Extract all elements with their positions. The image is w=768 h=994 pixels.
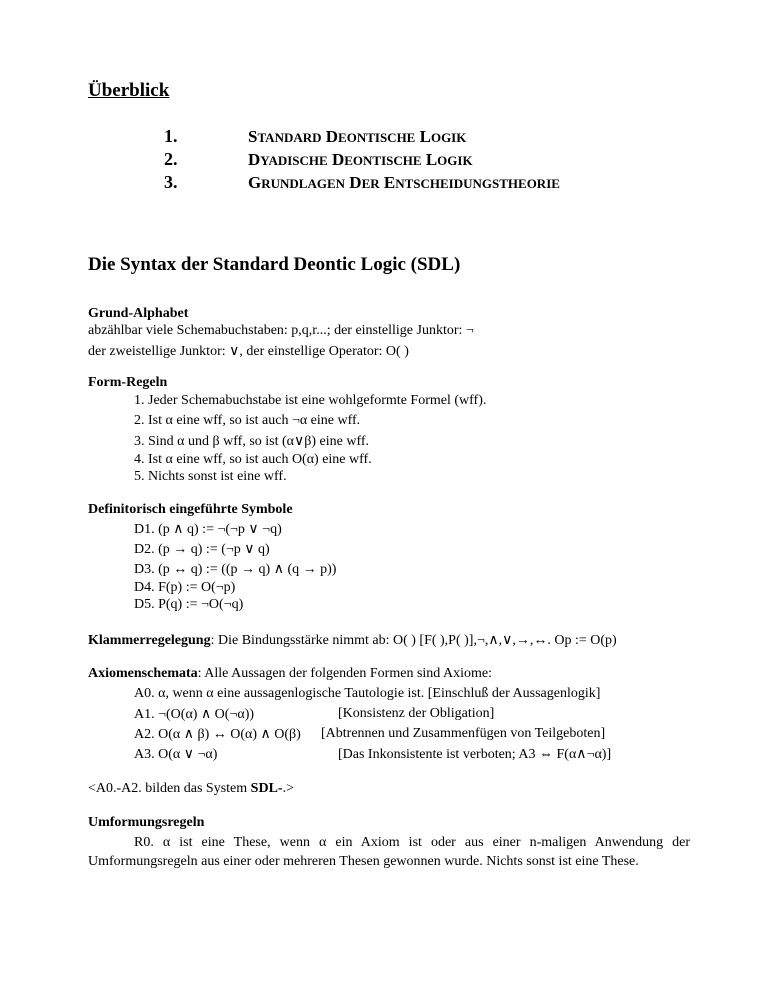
rule-item: 2. Ist α eine wff, so ist auch ¬α eine wff. — [134, 413, 361, 428]
toc-item-text: GRUNDLAGEN DER ENTSCHEIDUNGSTHEORIE — [248, 173, 560, 192]
definition-item: D4. F(p) := O(¬p) — [134, 580, 236, 595]
system-note-suffix: .> — [282, 781, 294, 796]
axiom-a1-formula: A1. ¬(O(α) ∧ O(¬α)) — [134, 707, 255, 722]
transform-heading: Umformungsregeln — [88, 815, 205, 830]
axiom-a0: A0. α, wenn α eine aussagenlogische Tautologie ist. [Einschluß der Aussagenlogik] — [134, 686, 601, 701]
definition-item: D1. (p ∧ q) := ¬(¬p ∨ ¬q) — [134, 522, 282, 537]
definition-item: D3. (p ↔ q) := ((p → q) ∧ (q → p)) — [134, 562, 337, 577]
axioms-text: : Alle Aussagen der folgenden Formen sind Axiome: — [197, 666, 493, 681]
bracket-rule-text: : Die Bindungsstärke nimmt ab: O( ) [F( ),P( )],¬,∧,∨,→,↔. Op := O(p) — [210, 633, 617, 648]
page-title: Überblick — [88, 80, 170, 101]
toc-item-text: DYADISCHE DEONTISCHE LOGIK — [248, 150, 473, 169]
toc-item-text: STANDARD DEONTISCHE LOGIK — [248, 127, 467, 146]
section-heading: Die Syntax der Standard Deontic Logic (SDL) — [88, 254, 461, 275]
alphabet-line-1: abzählbar viele Schemabuchstaben: p,q,r...; der einstellige Junktor: ¬ — [88, 323, 474, 338]
system-note-prefix: <A0.-A2. bilden das System — [88, 781, 251, 796]
toc-item — [248, 127, 466, 147]
rule-item: 5. Nichts sonst ist eine wff. — [134, 469, 287, 484]
rule-item: 4. Ist α eine wff, so ist auch O(α) eine wff. — [134, 452, 372, 467]
axiom-a3-comment: [Das Inkonsistente ist verboten; A3 ⇔ F(α∧¬α)] — [338, 747, 612, 762]
bracket-rule — [88, 632, 617, 649]
toc-number: 3. — [164, 172, 178, 192]
definition-item: D5. P(q) := ¬O(¬q) — [134, 597, 244, 612]
toc-item — [248, 150, 473, 170]
rule-item: 3. Sind α und β wff, so ist (α∨β) eine wff. — [134, 434, 370, 449]
rules-heading: Form-Regeln — [88, 375, 168, 390]
axiom-a3-formula: A3. O(α ∨ ¬α) — [134, 747, 218, 762]
transform-rule-r0 — [88, 833, 690, 871]
definitions-heading: Definitorisch eingeführte Symbole — [88, 502, 293, 517]
alphabet-heading: Grund-Alphabet — [88, 306, 189, 321]
alphabet-line-2: der zweistellige Junktor: ∨, der einstellige Operator: O( ) — [88, 344, 409, 359]
definition-item: D2. (p → q) := (¬p ∨ q) — [134, 542, 270, 557]
axioms-label: Axiomenschemata — [88, 666, 198, 681]
axiom-a1-comment: [Konsistenz der Obligation] — [338, 706, 495, 721]
toc-number: 1. — [164, 126, 178, 146]
bracket-rule-label: Klammerregelegung — [88, 633, 211, 648]
axiom-a2-formula: A2. O(α ∧ β) ↔ O(α) ∧ O(β) — [134, 727, 301, 742]
system-name: SDL- — [250, 781, 283, 796]
transform-rule-text: R0. α ist eine These, wenn α ein Axiom ist oder aus einer n-maligen Anwendung der Umformungsregeln aus einer oder mehreren Thesen gewonnen wurde. Nichts sonst ist eine These. — [88, 835, 690, 869]
rule-item: 1. Jeder Schemabuchstabe ist eine wohlgeformte Formel (wff). — [134, 393, 487, 408]
system-note — [88, 781, 294, 797]
axioms-intro — [88, 666, 492, 682]
axiom-a2-comment: [Abtrennen und Zusammenfügen von Teilgeboten] — [321, 726, 606, 741]
toc-item — [248, 173, 560, 193]
toc-number: 2. — [164, 149, 178, 169]
